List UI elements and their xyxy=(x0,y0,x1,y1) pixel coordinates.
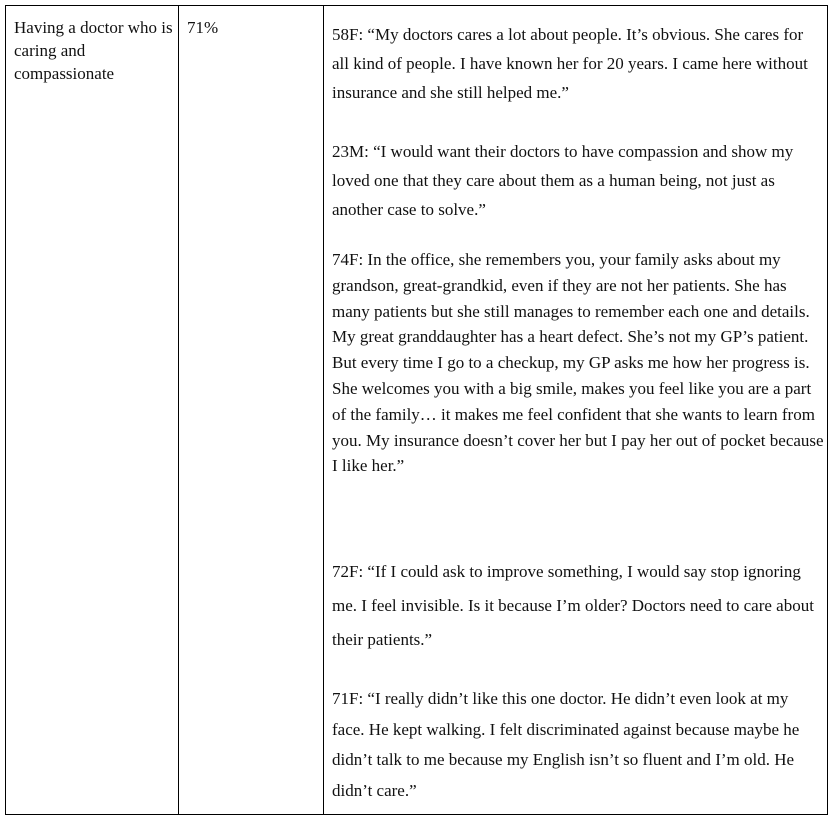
quote-72f: 72F: “If I could ask to improve something, I would say stop ignoring me. I feel invisible. Is it because I’m older? Doctors need to care about their patients.” xyxy=(332,562,814,649)
quote-71f: 71F: “I really didn’t like this one doctor. He didn’t even look at my face. He kept walking. I felt discriminated against because maybe he didn’t talk to me because my English isn’t so fluent and I’m old. He didn’t care.” xyxy=(332,689,800,800)
column-divider xyxy=(178,6,179,814)
percent-cell: 71% xyxy=(187,18,219,37)
quote-23m: 23M: “I would want their doctors to have compassion and show my loved one that they care about them as a human being, not just as another case to solve.” xyxy=(332,142,794,219)
quotes-table xyxy=(5,5,828,815)
quote-74f: 74F: In the office, she remembers you, your family asks about my grandson, great-grandkid, even if they are not her patients. She has many patients but she still manages to remember each one and details. My great granddaughter has a heart defect. She’s not my GP’s patient. But every time I go to a checkup, my GP asks me how her progress is. She welcomes you with a big smile, makes you feel like you are a part of the family… it makes me feel confident that she wants to learn from you. My insurance doesn’t cover her but I pay her out of pocket because I like her.” xyxy=(332,250,824,476)
quote-58f: 58F: “My doctors cares a lot about people. It’s obvious. She cares for all kind of people. I have known her for 20 years. I came here without insurance and she still helped me.” xyxy=(332,25,808,102)
column-divider xyxy=(323,6,324,814)
theme-cell: Having a doctor who is caring and compassionate xyxy=(14,18,173,83)
